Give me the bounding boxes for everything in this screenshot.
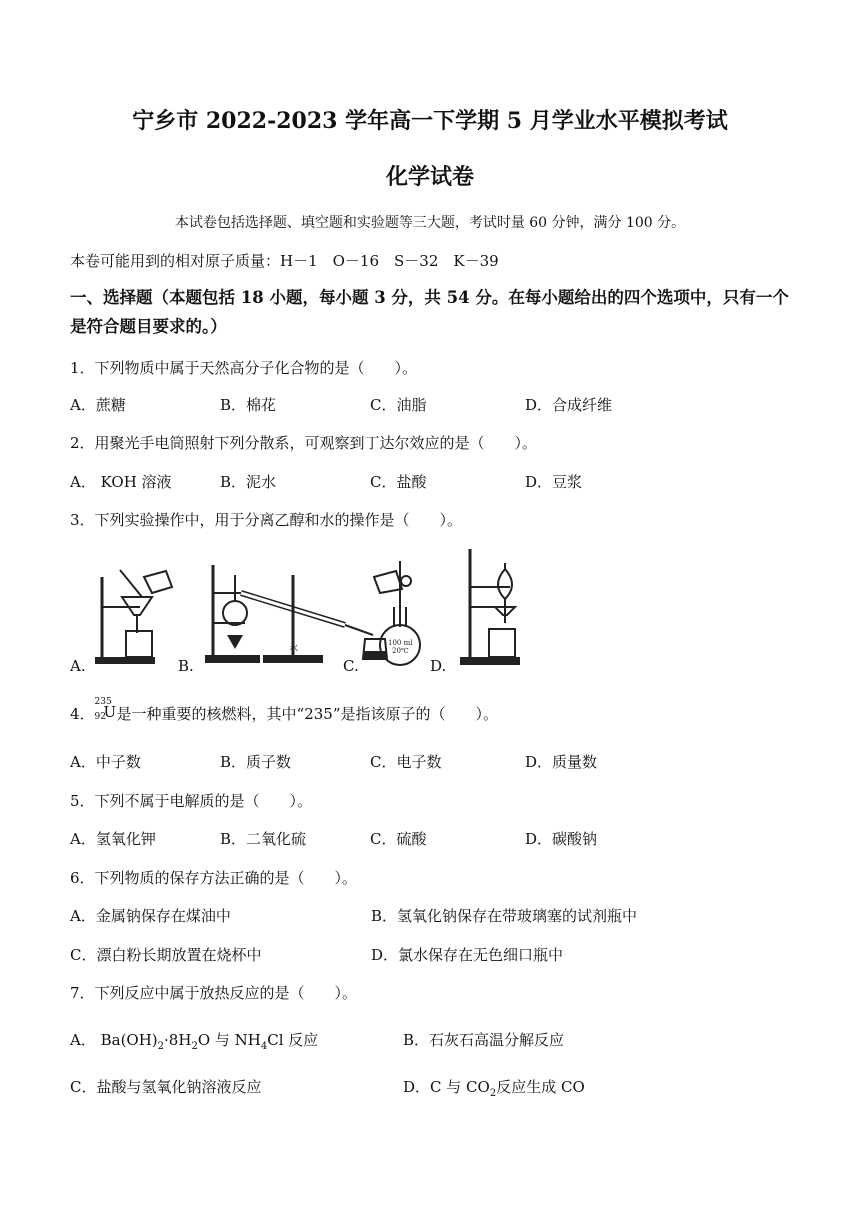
- q3-option-a[interactable]: A.: [70, 657, 86, 675]
- q6-option-b[interactable]: B．氢氧化钠保存在带玻璃塞的试剂瓶中: [371, 907, 638, 925]
- q2-option-d[interactable]: D．豆浆: [525, 473, 583, 491]
- q3-option-d[interactable]: D.: [430, 657, 447, 675]
- q5-option-d[interactable]: D．碳酸钠: [525, 830, 598, 848]
- q3-option-b[interactable]: B.: [178, 657, 194, 675]
- fig-water-label: 水: [289, 644, 299, 654]
- q4-stem-text: 是一种重要的核燃料，其中“235”是指该原子的（ ）。: [116, 705, 499, 723]
- q4-number: 4．: [70, 705, 95, 723]
- volumetric-flask-figure: [366, 557, 436, 669]
- q4-option-a[interactable]: A．中子数: [70, 753, 141, 771]
- q1-option-d[interactable]: D．合成纤维: [525, 396, 613, 414]
- exam-title: 宁乡市 2022-2023 学年高一下学期 5 月学业水平模拟考试: [132, 108, 728, 134]
- q2-option-c[interactable]: C．盐酸: [370, 473, 427, 491]
- fig-flask-temp: 20℃: [392, 647, 409, 655]
- atomic-masses: 本卷可能用到的相对原子质量：H－1 O－16 S－32 K－39: [70, 252, 499, 270]
- q6-option-c[interactable]: C．漂白粉长期放置在烧杯中: [70, 946, 262, 964]
- q1-option-c[interactable]: C．油脂: [370, 396, 427, 414]
- fig-flask-volume: 100 ml: [388, 639, 413, 647]
- q1-option-a[interactable]: A．蔗糖: [70, 396, 126, 414]
- q7-option-a[interactable]: A． $Ba(OH)_2\cdot 8H_2O$ 与 $NH_4Cl$ 反应: [70, 1031, 319, 1052]
- uranium-isotope: 235 92 U: [94, 697, 117, 722]
- question-2-stem: 2．用聚光手电筒照射下列分散系，可观察到丁达尔效应的是（ ）。: [70, 434, 538, 452]
- q2-option-a[interactable]: A． KOH 溶液: [70, 473, 172, 491]
- exam-intro: 本试卷包括选择题、填空题和实验题等三大题，考试时量 60 分钟，满分 100 分。: [174, 215, 686, 231]
- q5-option-a[interactable]: A．氢氧化钾: [70, 830, 156, 848]
- q2-option-b[interactable]: B．泥水: [220, 473, 277, 491]
- section-heading: 一、选择题（本题包括 18 小题，每小题 3 分，共 54 分。在每小题给出的四个选项中，只有一个是符合题目要求的。）: [70, 288, 789, 336]
- question-6-stem: 6．下列物质的保存方法正确的是（ ）。: [70, 869, 358, 887]
- separatory-funnel-figure: [455, 545, 535, 667]
- exam-subtitle: 化学试卷: [385, 164, 474, 190]
- question-5-stem: 5．下列不属于电解质的是（ ）。: [70, 792, 313, 810]
- q7-option-c[interactable]: C．盐酸与氢氧化钠溶液反应: [70, 1078, 262, 1096]
- question-1-stem: 1．下列物质中属于天然高分子化合物的是（ ）。: [70, 359, 418, 377]
- q1-option-b[interactable]: B．棉花: [220, 396, 277, 414]
- q7-option-b[interactable]: B．石灰石高温分解反应: [403, 1031, 565, 1049]
- q5-option-b[interactable]: B．二氧化硫: [220, 830, 307, 848]
- q5-option-c[interactable]: C．硫酸: [370, 830, 427, 848]
- question-3-stem: 3．下列实验操作中，用于分离乙醇和水的操作是（ ）。: [70, 511, 463, 529]
- q4-option-d[interactable]: D．质量数: [525, 753, 598, 771]
- q6-option-a[interactable]: A．金属钠保存在煤油中: [70, 907, 231, 925]
- q3-option-c[interactable]: C.: [343, 657, 359, 675]
- q6-option-d[interactable]: D．氯水保存在无色细口瓶中: [371, 946, 564, 964]
- apparatus-figures: [70, 545, 550, 675]
- q7-option-d[interactable]: D．C 与 $CO_2$反应生成 CO: [403, 1078, 585, 1099]
- filtration-apparatus-figure: [90, 567, 185, 667]
- q4-option-b[interactable]: B．质子数: [220, 753, 292, 771]
- q4-option-c[interactable]: C．电子数: [370, 753, 442, 771]
- question-4-stem: [70, 697, 499, 724]
- question-7-stem: 7．下列反应中属于放热反应的是（ ）。: [70, 984, 358, 1002]
